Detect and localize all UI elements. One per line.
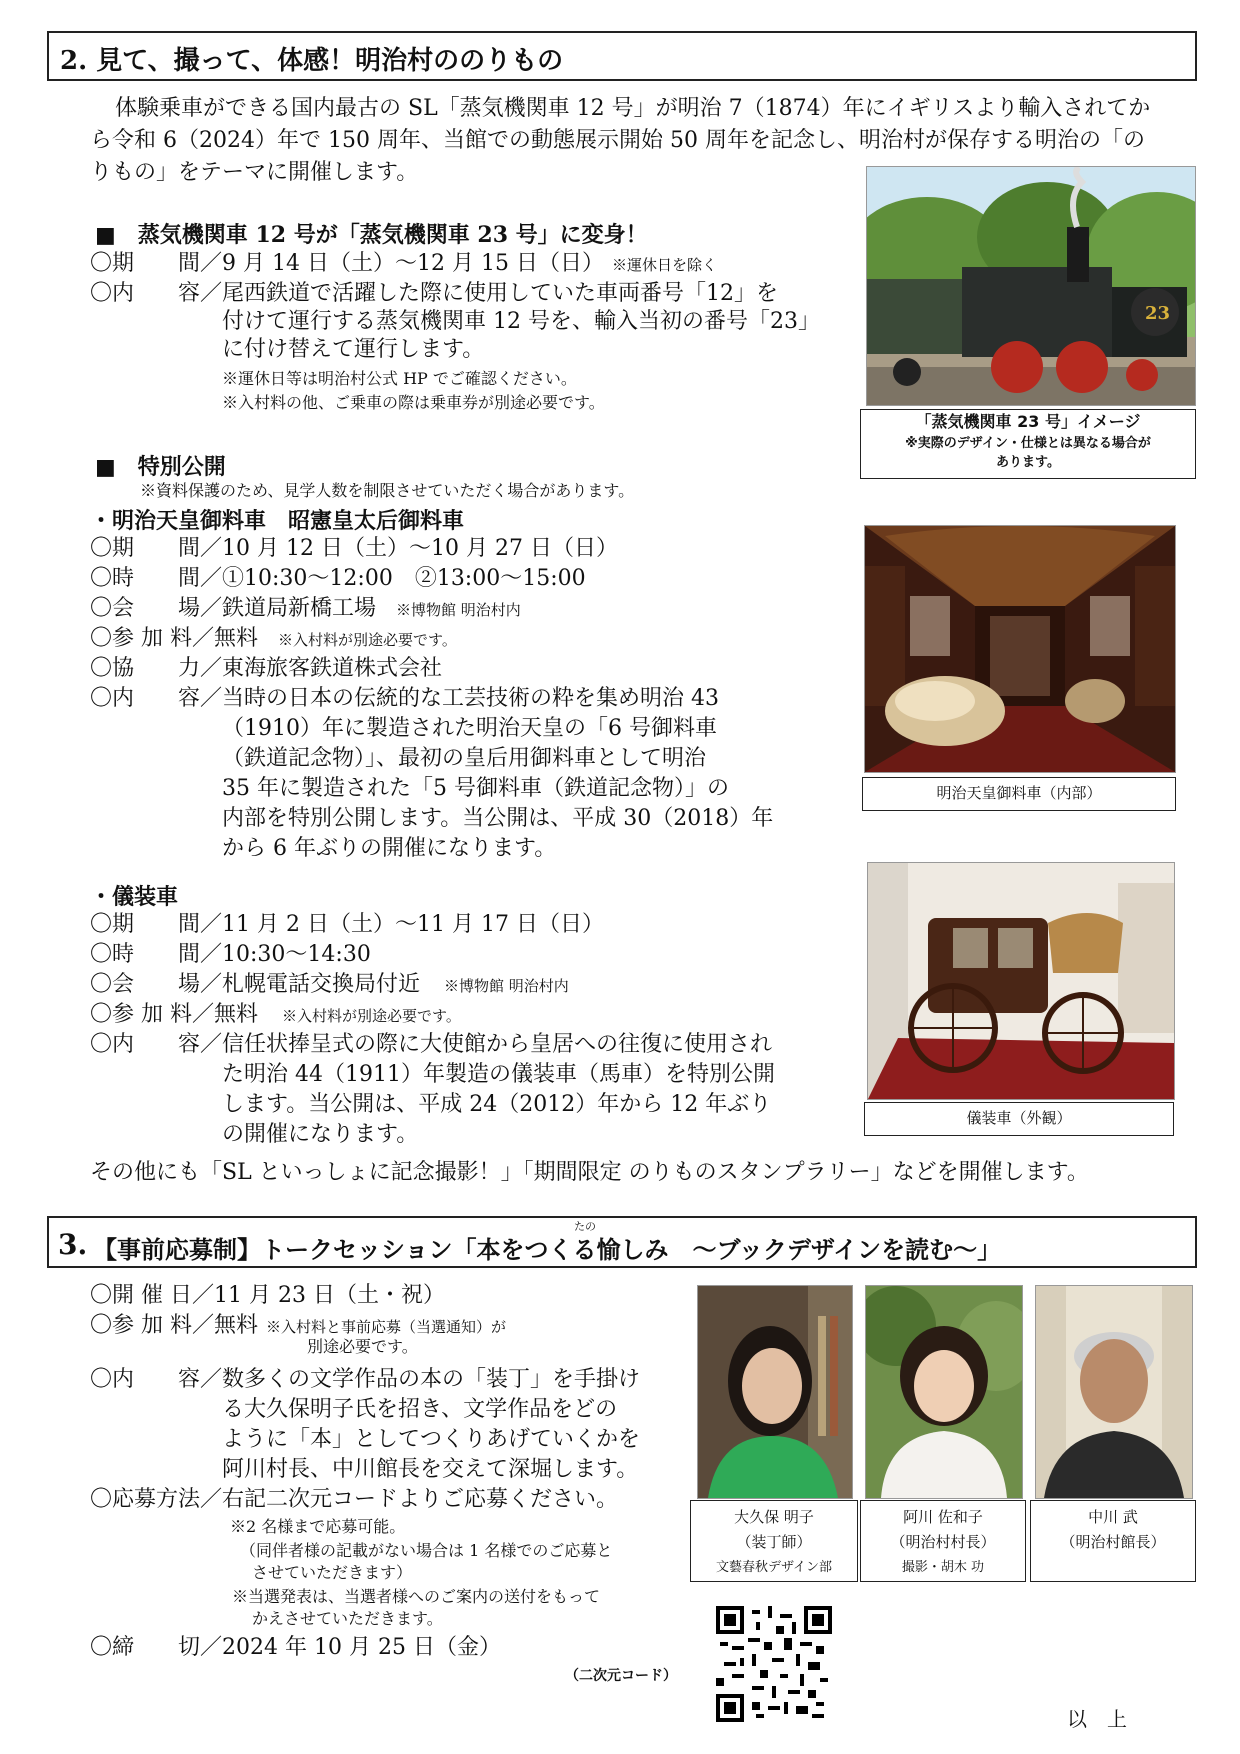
goryo-row-value: 鉄道局新橋工場 [222,596,377,621]
sl-period-note: ※運休日を除く [611,256,717,274]
sl-period-label: 〇期 間／ [90,251,223,276]
s3-content-line-4: 阿川村長、中川館長を交えて深堀します。 [222,1457,639,1482]
gisosha-content-line-4: の開催になります。 [222,1122,419,1147]
s3-date-row [90,1282,445,1310]
gisosha-title: ・儀装車 [90,884,179,910]
sl23-caption-note-1: ※実際のデザイン・仕様とは異なる場合が [905,436,1151,451]
okubo-caption [690,1500,858,1582]
sl23-plate: 23 [1145,303,1171,324]
sl-period-value: 9 月 14 日（土）～12 月 15 日（日） [222,251,604,276]
goryo-row-1 [90,535,618,563]
qr-code[interactable] [716,1606,832,1722]
section3-title-number: 3. [58,1228,88,1261]
special-note: ※資料保護のため、見学人数を制限させていただく場合があります。 [140,481,635,500]
sl-content-label: 〇内 容／ [90,281,223,306]
s3-apply-value: 右記二次元コードよりご応募ください。 [222,1487,619,1512]
goryo-row-5 [90,655,442,683]
agawa-photo [865,1285,1023,1499]
gisosha-content-line-1: 信任状捧呈式の際に大使館から皇居への往復に使用され [222,1032,773,1057]
gisosha-row-1 [90,911,604,939]
nakagawa-role: （明治村館長） [1060,1533,1166,1551]
gisosha-row-label: 〇時 間／ [90,942,223,967]
sl-note-1: ※運休日等は明治村公式 HP でご確認ください。 [222,369,577,388]
s3-apply-label: 〇応募方法／ [90,1487,223,1512]
nakagawa-photo [1035,1285,1193,1499]
sl23-photo [866,166,1196,406]
goryo-content-line-5: 内部を特別公開します。当公開は、平成 30（2018）年 [222,806,774,831]
gisosha-row-label: 〇会 場／ [90,972,223,997]
gisosha-caption: 儀装車（外観） [966,1109,1072,1127]
s3-deadline-row [90,1634,501,1662]
agawa-extra: 撮影・胡木 功 [901,1560,985,1575]
s3-row-label: 〇参 加 料／ [90,1313,214,1338]
okubo-role: （装丁師） [736,1533,812,1551]
okubo-photo [697,1285,853,1499]
goryo-row-label: 〇協 力／ [90,656,223,681]
goryo-interior-photo [864,525,1176,773]
s3-row-value: 無料 [214,1313,259,1338]
goryo-content-line-1: 当時の日本の伝統的な工芸技術の粋を集め明治 43 [222,686,720,711]
gisosha-row-note: ※博物館 明治村内 [444,977,569,995]
goryo-content-row [90,685,719,713]
s3-apply-note-4: ※当選発表は、当選者様へのご案内の送付をもって [232,1587,601,1606]
s3-apply-note-3: させていただきます） [252,1563,413,1582]
s3-apply-note-5: かえさせていただきます。 [252,1609,443,1628]
goryo-content-line-2: （1910）年に製造された明治天皇の「6 号御料車 [222,716,717,741]
sl-content-row [90,280,778,308]
gisosha-content-line-2: た明治 44（1911）年製造の儀装車（馬車）を特別公開 [222,1062,775,1087]
intro-line-1: 体験乗車ができる国内最古の SL「蒸気機関車 12 号」が明治 7（1874）年にイギリスより輸入されてか [115,96,1151,121]
nakagawa-caption [1030,1500,1196,1582]
s3-content-row [90,1366,640,1394]
gisosha-row-value: 無料 [214,1002,259,1027]
gisosha-row-note: ※入村料が別途必要です。 [282,1007,461,1025]
goryo-row-label: 〇参 加 料／ [90,626,214,651]
sl-content-line-2: 付けて運行する蒸気機関車 12 号を、輸入当初の番号「23」 [222,309,820,334]
gisosha-row-3 [90,971,569,999]
agawa-role: （明治村村長） [890,1533,996,1551]
gisosha-row-value: 札幌電話交換局付近 [222,972,421,997]
gisosha-row-value: 11 月 2 日（土）～11 月 17 日（日） [222,912,604,937]
s3-deadline-value: 2024 年 10 月 25 日（金） [222,1635,501,1660]
goryo-row-4 [90,625,457,653]
section3-title: 【事前応募制】トークセッション「本をつくる愉しみ ～ブックデザインを読む～」 [93,1235,1002,1264]
gisosha-row-4 [90,1001,461,1029]
gisosha-row-2 [90,941,371,969]
gisosha-content-line-3: します。当公開は、平成 24（2012）年から 12 年ぶり [222,1092,772,1117]
goryo-row-3 [90,595,521,623]
goryo-row-label: 〇期 間／ [90,536,223,561]
s3-apply-note-1: ※2 名様まで応募可能。 [230,1517,406,1536]
gisosha-caption-box [864,1102,1174,1136]
goryo-row-value: ①10:30～12:00 ②13:00～15:00 [222,566,586,591]
gisosha-row-label: 〇期 間／ [90,912,223,937]
okubo-name: 大久保 明子 [734,1508,814,1526]
goryo-row-label: 〇時 間／ [90,566,223,591]
section2-title: 2. 見て、撮って、体感！明治村ののりもの [60,46,564,76]
gisosha-row-label: 〇参 加 料／ [90,1002,214,1027]
sl-content-line-1: 尾西鉄道で活躍した際に使用していた車両番号「12」を [222,281,779,306]
s3-content-line-3: ように「本」としてつくりあげていくかを [222,1427,641,1452]
qr-label: （二次元コード） [565,1668,677,1684]
goryo-content-line-6: から 6 年ぶりの開催になります。 [222,836,557,861]
goryo-row-note: ※博物館 明治村内 [396,601,521,619]
goryo-title: ・明治天皇御料車 昭憲皇太后御料車 [90,508,465,534]
sl-period-row [90,250,717,278]
goryo-row-2 [90,565,586,593]
gisosha-content-label: 〇内 容／ [90,1032,223,1057]
sl23-caption-note-2: あります。 [996,455,1060,470]
gisosha-photo [867,862,1175,1100]
goryo-row-value: 無料 [214,626,259,651]
gisosha-row-value: 10:30～14:30 [222,942,371,967]
agawa-name: 阿川 佐和子 [903,1508,983,1526]
s3-deadline-label: 〇締 切／ [90,1635,223,1660]
special-heading: ■ 特別公開 [95,454,226,480]
goryo-caption-box [862,777,1176,811]
s3-row-label: 〇開 催 日／ [90,1283,214,1308]
sl-content-line-3: に付け替えて運行します。 [222,337,485,362]
okubo-extra: 文藝春秋デザイン部 [715,1560,833,1575]
goryo-row-value: 10 月 12 日（土）～10 月 27 日（日） [222,536,618,561]
goryo-content-line-4: 35 年に製造された「5 号御料車（鉄道記念物）」の [222,776,729,801]
agawa-caption [860,1500,1026,1582]
goryo-row-label: 〇会 場／ [90,596,223,621]
intro-line-2: ら令和 6（2024）年で 150 周年、当館での動態展示開始 50 周年を記念し、明治村が保存する明治の「の [90,128,1145,153]
goryo-content-line-3: （鉄道記念物）」、最初の皇后用御料車として明治 [222,746,707,771]
sl-heading: ■ 蒸気機関車 12 号が「蒸気機関車 23 号」に変身！ [95,222,648,248]
s3-row-value: 11 月 23 日（土・祝） [214,1283,445,1308]
s3-content-label: 〇内 容／ [90,1367,223,1392]
goryo-content-label: 〇内 容／ [90,686,223,711]
other-events: その他にも「SL といっしょに記念撮影！」「期間限定 のりものスタンプラリー」などを開催します。 [90,1160,1089,1185]
s3-fee-row [90,1312,506,1340]
s3-apply-row [90,1486,618,1514]
gisosha-content-row [90,1031,772,1059]
end-mark: 以 上 [1067,1707,1127,1731]
s3-content-line-2: る大久保明子氏を招き、文学作品をどの [222,1397,618,1422]
goryo-caption: 明治天皇御料車（内部） [936,784,1102,802]
goryo-row-value: 東海旅客鉄道株式会社 [222,656,443,681]
goryo-row-note: ※入村料が別途必要です。 [278,631,457,649]
section3-ruby: たの [574,1220,596,1233]
sl-note-2: ※入村料の他、ご乗車の際は乗車券が別途必要です。 [222,393,605,412]
sl23-caption: 「蒸気機関車 23 号」イメージ [915,412,1141,431]
s3-content-line-1: 数多くの文学作品の本の「装丁」を手掛け [222,1367,641,1392]
intro-line-3: りもの」をテーマに開催します。 [90,160,419,185]
nakagawa-name: 中川 武 [1088,1508,1138,1526]
s3-apply-note-2: （同伴者様の記載がない場合は 1 名様でのご応募と [240,1541,613,1560]
s3-fee-note-2: 別途必要です。 [307,1337,418,1356]
s3-fee-note-1: ※入村料と事前応募（当選通知）が [266,1318,507,1336]
sl23-caption-box [860,409,1196,479]
